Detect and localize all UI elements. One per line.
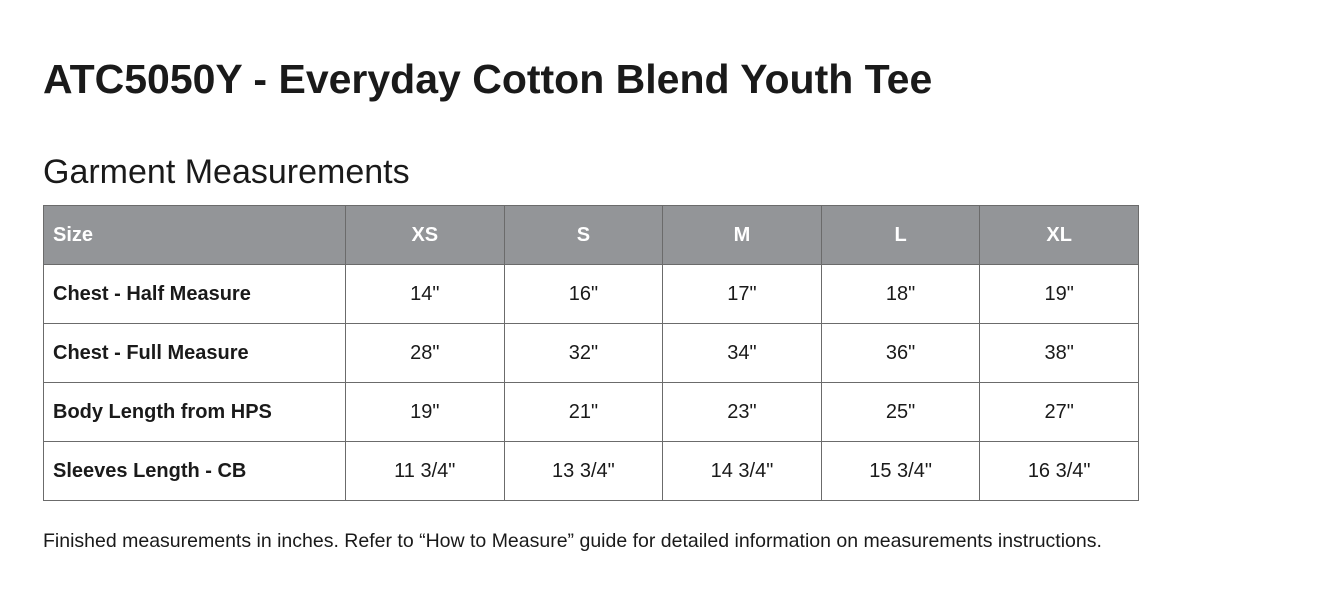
- table-cell: 17": [663, 265, 822, 324]
- table-cell: 23": [663, 383, 822, 442]
- table-cell: 11 3/4": [346, 442, 505, 501]
- table-header-row: [44, 206, 1139, 265]
- header-cell-m: M: [663, 206, 822, 265]
- page-title: ATC5050Y - Everyday Cotton Blend Youth Tee: [43, 56, 933, 102]
- table-cell: 15 3/4": [821, 442, 980, 501]
- table-cell: 27": [980, 383, 1139, 442]
- header-cell-l: L: [821, 206, 980, 265]
- table-cell: 34": [663, 324, 822, 383]
- row-label-body-length: Body Length from HPS: [44, 383, 346, 442]
- table-row: [44, 383, 1139, 442]
- table-cell: 28": [346, 324, 505, 383]
- table-row: [44, 265, 1139, 324]
- table-cell: 38": [980, 324, 1139, 383]
- measurement-footnote: Finished measurements in inches. Refer to “How to Measure” guide for detailed information on measurements instructions.: [43, 530, 1102, 552]
- table-row: [44, 324, 1139, 383]
- table-cell: 21": [504, 383, 663, 442]
- table-cell: 18": [821, 265, 980, 324]
- table-cell: 36": [821, 324, 980, 383]
- row-label-chest-full: Chest - Full Measure: [44, 324, 346, 383]
- row-label-chest-half: Chest - Half Measure: [44, 265, 346, 324]
- table-cell: 32": [504, 324, 663, 383]
- table-cell: 19": [980, 265, 1139, 324]
- section-heading: Garment Measurements: [43, 153, 410, 191]
- table-cell: 16 3/4": [980, 442, 1139, 501]
- table-cell: 16": [504, 265, 663, 324]
- size-chart-table: [43, 205, 1139, 501]
- header-cell-size-label: Size: [44, 206, 346, 265]
- table-cell: 13 3/4": [504, 442, 663, 501]
- table-cell: 14 3/4": [663, 442, 822, 501]
- row-label-sleeves-length: Sleeves Length - CB: [44, 442, 346, 501]
- table-cell: 25": [821, 383, 980, 442]
- header-cell-xs: XS: [346, 206, 505, 265]
- table-cell: 14": [346, 265, 505, 324]
- table-row: [44, 442, 1139, 501]
- header-cell-xl: XL: [980, 206, 1139, 265]
- header-cell-s: S: [504, 206, 663, 265]
- table-cell: 19": [346, 383, 505, 442]
